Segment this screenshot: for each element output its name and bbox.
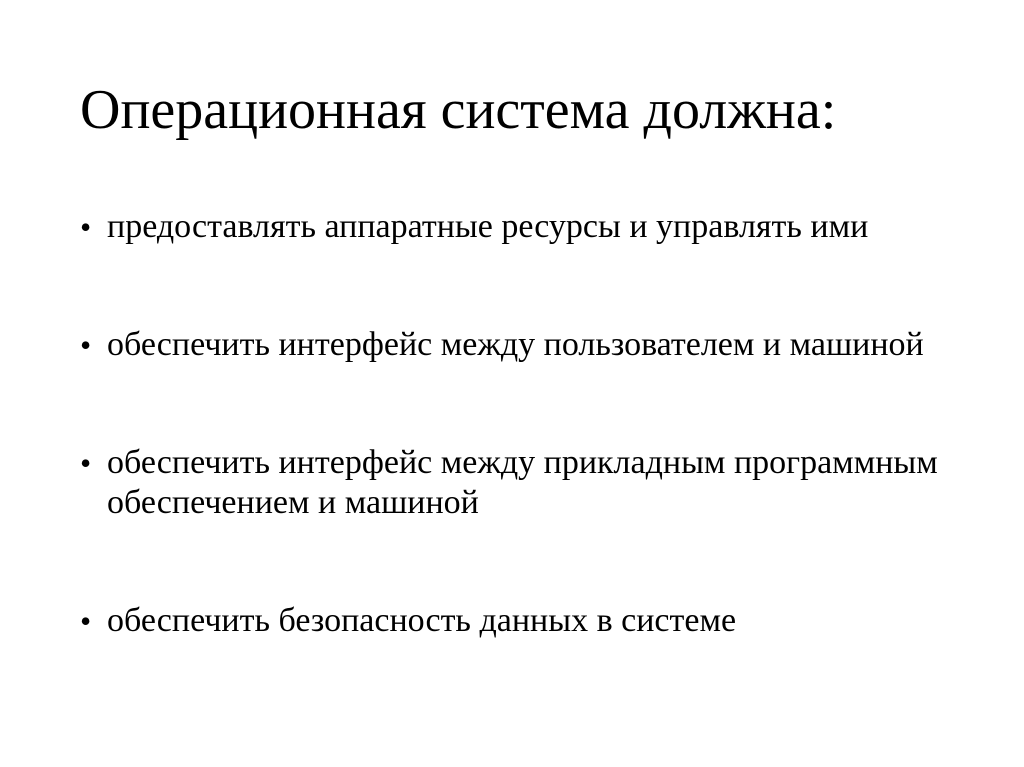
slide-title: Операционная система должна: xyxy=(80,79,837,141)
bullet-text: обеспечить интерфейс между пользователем и машиной xyxy=(107,326,924,363)
bullet-text: обеспечить безопасность данных в системе xyxy=(107,602,737,639)
bullet-text: предоставлять аппаратные ресурсы и управлять ими xyxy=(107,208,869,245)
bullet-text: обеспечить интерфейс между прикладным программным обеспечением и машиной xyxy=(107,444,938,521)
bullet-icon: • xyxy=(80,445,92,481)
bullet-item xyxy=(80,207,960,247)
bullet-icon: • xyxy=(80,603,92,639)
bullet-item xyxy=(80,443,960,523)
bullet-item xyxy=(80,325,960,365)
bullet-icon: • xyxy=(80,209,92,245)
bullet-list xyxy=(80,207,960,641)
bullet-icon: • xyxy=(80,327,92,363)
bullet-item xyxy=(80,601,960,641)
